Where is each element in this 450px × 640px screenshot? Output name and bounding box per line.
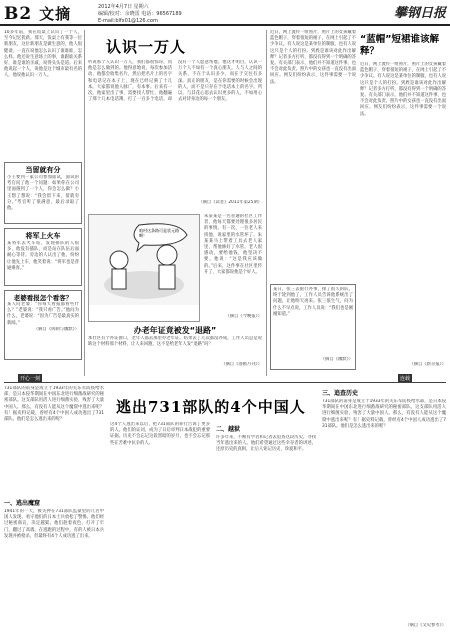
bottom-col-1 [4,386,104,634]
right-box-text: 某日，张三去银行办事，排了很久的队，终于轮到他了，工作人员告诉他系统出了问题，让他明天再来。张三很生气，问为什么不早点说，工作人员说：“我们也是刚刚知道。” [273,287,353,317]
box3-title: 老婆看报怎个看客？ [13,294,73,302]
bottom-body-2: 1941年的一天，被关押在731部队监狱里的几名中国人发现，看守他们的日本士兵放松了警惕。他们经过秘密商议，决定越狱。他们趁着夜色，打开了牢门，翻过了高墙。在逃跑的过程中，有的人被日本兵发现并被枪杀，但最终有4个人成功逃了出来。 [4,509,104,539]
cartoon-speech: 咱村这条路可是状元路啊！ [139,228,179,238]
section-name: 文摘 [39,5,72,23]
bottom-section3-title: 三、追查历史 [322,390,359,397]
main-article-title: 认识一万人 [106,38,187,56]
page-header [0,0,450,26]
right-footer-tag: 连载 [400,376,411,382]
cartoon-caption-block [88,325,262,375]
bottom-article [4,386,446,636]
box-3 [4,290,82,360]
bottom-source: （摘自《文史参考》） [405,623,446,628]
section-divider [4,382,446,383]
section-code: B2 [4,4,33,24]
bottom-body-3: 这4个人逃出来以后，把731部队的罪行告诉了更多的人。他们的证词，成为了日后审判日本战犯的重要证据。历史不会忘记这段黑暗的岁月，也不会忘记那些在苦难中抗争的人。 [110,422,210,446]
left-footer-tag: 开心一刻 [20,376,41,382]
bottom-col-3 [216,422,316,634]
box3-source: （摘自《讽刺与幽默》） [33,326,79,332]
bottom-col-4 [322,386,446,634]
box-1 [4,162,82,224]
middle-article-body: 朱某某是一名普通的社区工作者，他每天都要处理很多居民的事情。有一次，一位老人来找他，说家里的水管坏了。朱某某马上带着工具去老人家里，帮他修好了水管。老人很感动，要给他钱，他坚决不要。他说：“这是我应该做的。”后来，这件事在社区里传开了，大家都说他是个好人。 [204,214,262,275]
right-article [360,30,446,370]
middle-article [204,214,262,324]
box1-text: 小王要到一家公司参加面试，面试的考官问了他一个问题：如果你在公司里面遇到了一个人，你会怎么做？小王想了想说：“我会留下来，留就有分。”考官听了很满意，最后录取了他。 [7,175,79,212]
main-article-source: （摘自《读者》2011年第25期） [198,200,262,205]
cartoon-body: 本社区有个办证窗口，老年人都去那里办老年证。结果去了几次都没办成，工作人员总是说缺这个材料那个材料，让人来回跑，这不是给老年人发“退路”吗？ [88,336,262,348]
middle-article-source: （摘自《今晚报》） [225,314,262,319]
editor-line: 编辑/校对：余晓雷 电话：96567189 [98,11,182,17]
bottom-body-4: 许多年来，不断有学者和记者去追查这段历史，寻找当年逃出来的人。他们希望通过这些幸存者的讲述，还原历史的真相，让后人铭记历史，珍爱和平。 [216,435,316,453]
masthead-logo: 攀钢日报 [393,6,446,21]
bottom-article-title: 逃出731部队的4个中国人 [116,398,306,416]
middle-article-extra: 近日，网上流传一组照片，照片上的女孩戴着蓝色帽子，穿着很短的裙子，在网上引起了不少争议。有人说这是某单位的制服，也有人说这只是个人的打扮。到底是谁该对此作出解释？记者多方打听，都没有得到一个明确的答复。有关部门表示，他们并不知道这件事，也不会对此负责。照片中的女孩也一直没有出面回应。网友们纷纷表示，这件事需要一个说法。 [270,30,356,85]
divider-2 [266,30,267,376]
right-article-title: “蓝帽”短裙谁该解释？ [360,34,439,57]
bottom-body-1: 731部队的前身是成立于1933年的关东军防疫给水部，是日本侵华期间在中国东北进行细菌战研究的秘密部队。这支部队用活人进行细菌实验，残害了大量中国人。那么，有没有人能从这个魔窟中逃出来呢？有！据史料记载，曾经有4个中国人成功逃出了731部队。他们是怎么逃出来的呢？ [4,386,104,423]
header-meta [98,4,248,25]
left-column [4,30,82,370]
intro-text: 10多年前，我在饭桌上认识了一个人，至今记忆犹新。那天，饭桌上有我等一位新朋友，这位新朋友是做生意的，他人很健谈，一直在说他怎么认识了谁谁谁，怎么样。他还说生意场上的事，谁跟谁关系好，谁是谁的亲戚，说得头头是道。后来他说起一个人，说他是这个城市最有名的人，他说他认识一万人。 [4,30,82,79]
right-box-source: （摘自《幽默》） [320,357,353,362]
email-line: E-mail:blfx01@126.com [98,18,158,24]
box1-title: 当留就有分 [25,166,61,174]
right-box [270,284,356,370]
bottom-col-2 [110,422,210,634]
bottom-section1-title: 一、逃出魔窟 [4,500,41,507]
date-line: 2012年4月7日 星期六 [98,4,149,10]
cartoon-box [88,214,200,322]
bottom-body-5: 731部队的前身是成立于1933年的关东军防疫给水部，是日本侵华期间在中国东北进行细菌战研究的秘密部队。这支部队用活人进行细菌实验，残害了大量中国人。那么，有没有人能从这个魔窟中逃出来呢？有！据史料记载，曾经有4个中国人成功逃出了731部队。他们是怎么逃出来的呢？ [322,399,446,429]
main-article [88,30,262,210]
box-2 [4,228,82,286]
right-article-body: 近日，网上流传一组照片，照片上的女孩戴着蓝色帽子，穿着很短的裙子，在网上引起了不少争议。有人说这是某单位的制服，也有人说这只是个人的打扮。到底是谁该对此作出解释？记者多方打听，都没有得到一个明确的答复。有关部门表示，他们并不知道这件事，也不会对此负责。照片中的女孩也一直没有出面回应。网友们纷纷表示，这件事需要一个说法。 [360,62,446,117]
bottom-section2-title: 二、越狱 [216,426,241,433]
box2-title: 将军上火车 [25,232,61,240]
box3-text: 某人问老婆：“你每天看报都看些什么？”老婆说：“我只看广告。”他问为什么，老婆说：“因为广告是最真实的新闻。” [7,302,79,326]
main-article-body: 听说那个人认识一万人，我们都很惊讶，问他是怎么做到的。他得意地说，每次参加活动，他都会收集名片，然后把名片上的名字和电话记在本子上，现在已经记满了十几本。大家都说他人脉广，有本事。后来有一次，他家里出了事，需要找人帮忙，他翻遍了那十几本电话簿，打了一百多个电话，却没有一个人愿意帮他。他这才明白，认识一万个人不如有一个真心朋友。人与人之间的关系，不在于认识多少，而在于交往有多深。真正的朋友，是在你需要的时候会出现的人，而不是只存在于电话本上的名字。所以，与其花心思去认识更多的人，不如用心去对待身边的每一个朋友。 [88,60,262,103]
divider-1 [84,30,85,376]
cartoon-caption: 办老年证竟被发“退路” [133,326,217,335]
cartoon-source: （摘自《漫画月刊》） [221,362,262,367]
section-title [4,3,71,24]
right-column-a [270,30,356,280]
right-article-source: （摘自《新京报》） [409,362,446,367]
box2-text: 某将军去火车站，发现排队的人很多，他没有插队，而是站在队伍后面耐心等待。旁边的人认出了他，纷纷让他先上车，他笑着说：“将军也是普通乘客。” [7,241,79,271]
